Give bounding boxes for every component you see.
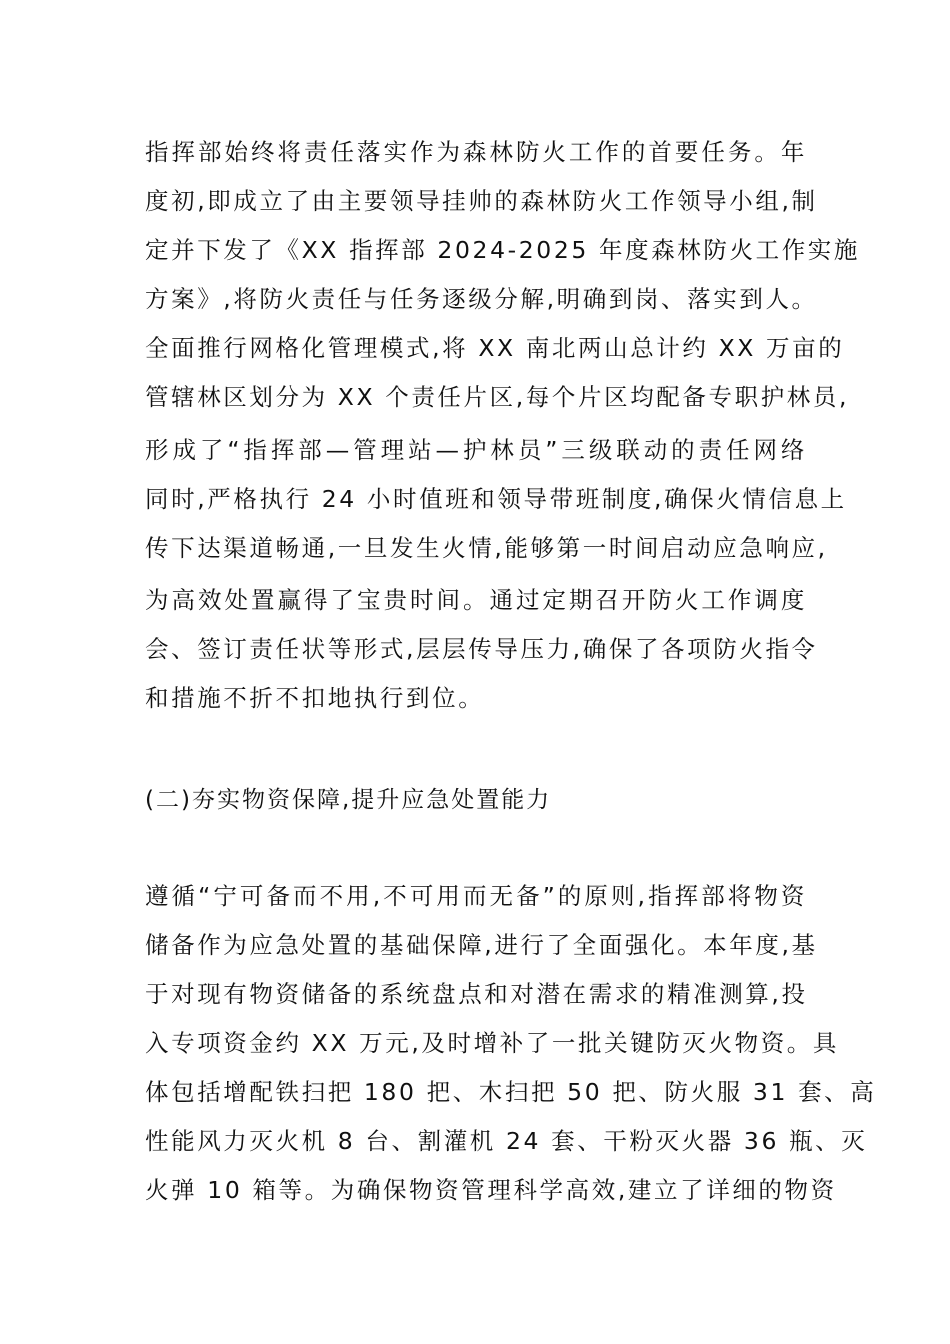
text-line: 会、签订责任状等形式,层层传导压力,确保了各项防火指令 — [145, 635, 818, 663]
text-line: 指挥部始终将责任落实作为森林防火工作的首要任务。年 — [145, 138, 807, 166]
text-line: 和措施不折不扣地执行到位。 — [145, 684, 485, 712]
text-line: 遵循“宁可备而不用,不可用而无备”的原则,指挥部将物资 — [145, 882, 807, 910]
text-line: 度初,即成立了由主要领导挂帅的森林防火工作领导小组,制 — [145, 187, 818, 215]
text-line: 为高效处置赢得了宝贵时间。通过定期召开防火工作调度 — [145, 586, 807, 614]
text-line: 入专项资金约 XX 万元,及时增补了一批关键防灭火物资。具 — [145, 1029, 840, 1057]
text-line: 储备作为应急处置的基础保障,进行了全面强化。本年度,基 — [145, 931, 818, 959]
text-line: 管辖林区划分为 XX 个责任片区,每个片区均配备专职护林员, — [145, 383, 850, 411]
text-line: 形成了“指挥部—管理站—护林员”三级联动的责任网络 — [145, 436, 807, 464]
text-line: 定并下发了《XX 指挥部 2024-2025 年度森林防火工作实施 — [145, 236, 860, 264]
text-line: 性能风力灭火机 8 台、割灌机 24 套、干粉灭火器 36 瓶、灭 — [145, 1127, 868, 1155]
text-line: 于对现有物资储备的系统盘点和对潜在需求的精准测算,投 — [145, 980, 808, 1008]
section-heading: (二)夯实物资保障,提升应急处置能力 — [145, 787, 552, 813]
text-line: 火弹 10 箱等。为确保物资管理科学高效,建立了详细的物资 — [145, 1176, 837, 1204]
text-line: 同时,严格执行 24 小时值班和领导带班制度,确保火情信息上 — [145, 485, 847, 513]
text-line: 方案》,将防火责任与任务逐级分解,明确到岗、落实到人。 — [145, 285, 818, 313]
text-line: 全面推行网格化管理模式,将 XX 南北两山总计约 XX 万亩的 — [145, 334, 845, 362]
text-line: 体包括增配铁扫把 180 把、木扫把 50 把、防火服 31 套、高 — [145, 1078, 877, 1106]
text-line: 传下达渠道畅通,一旦发生火情,能够第一时间启动应急响应, — [145, 534, 828, 562]
